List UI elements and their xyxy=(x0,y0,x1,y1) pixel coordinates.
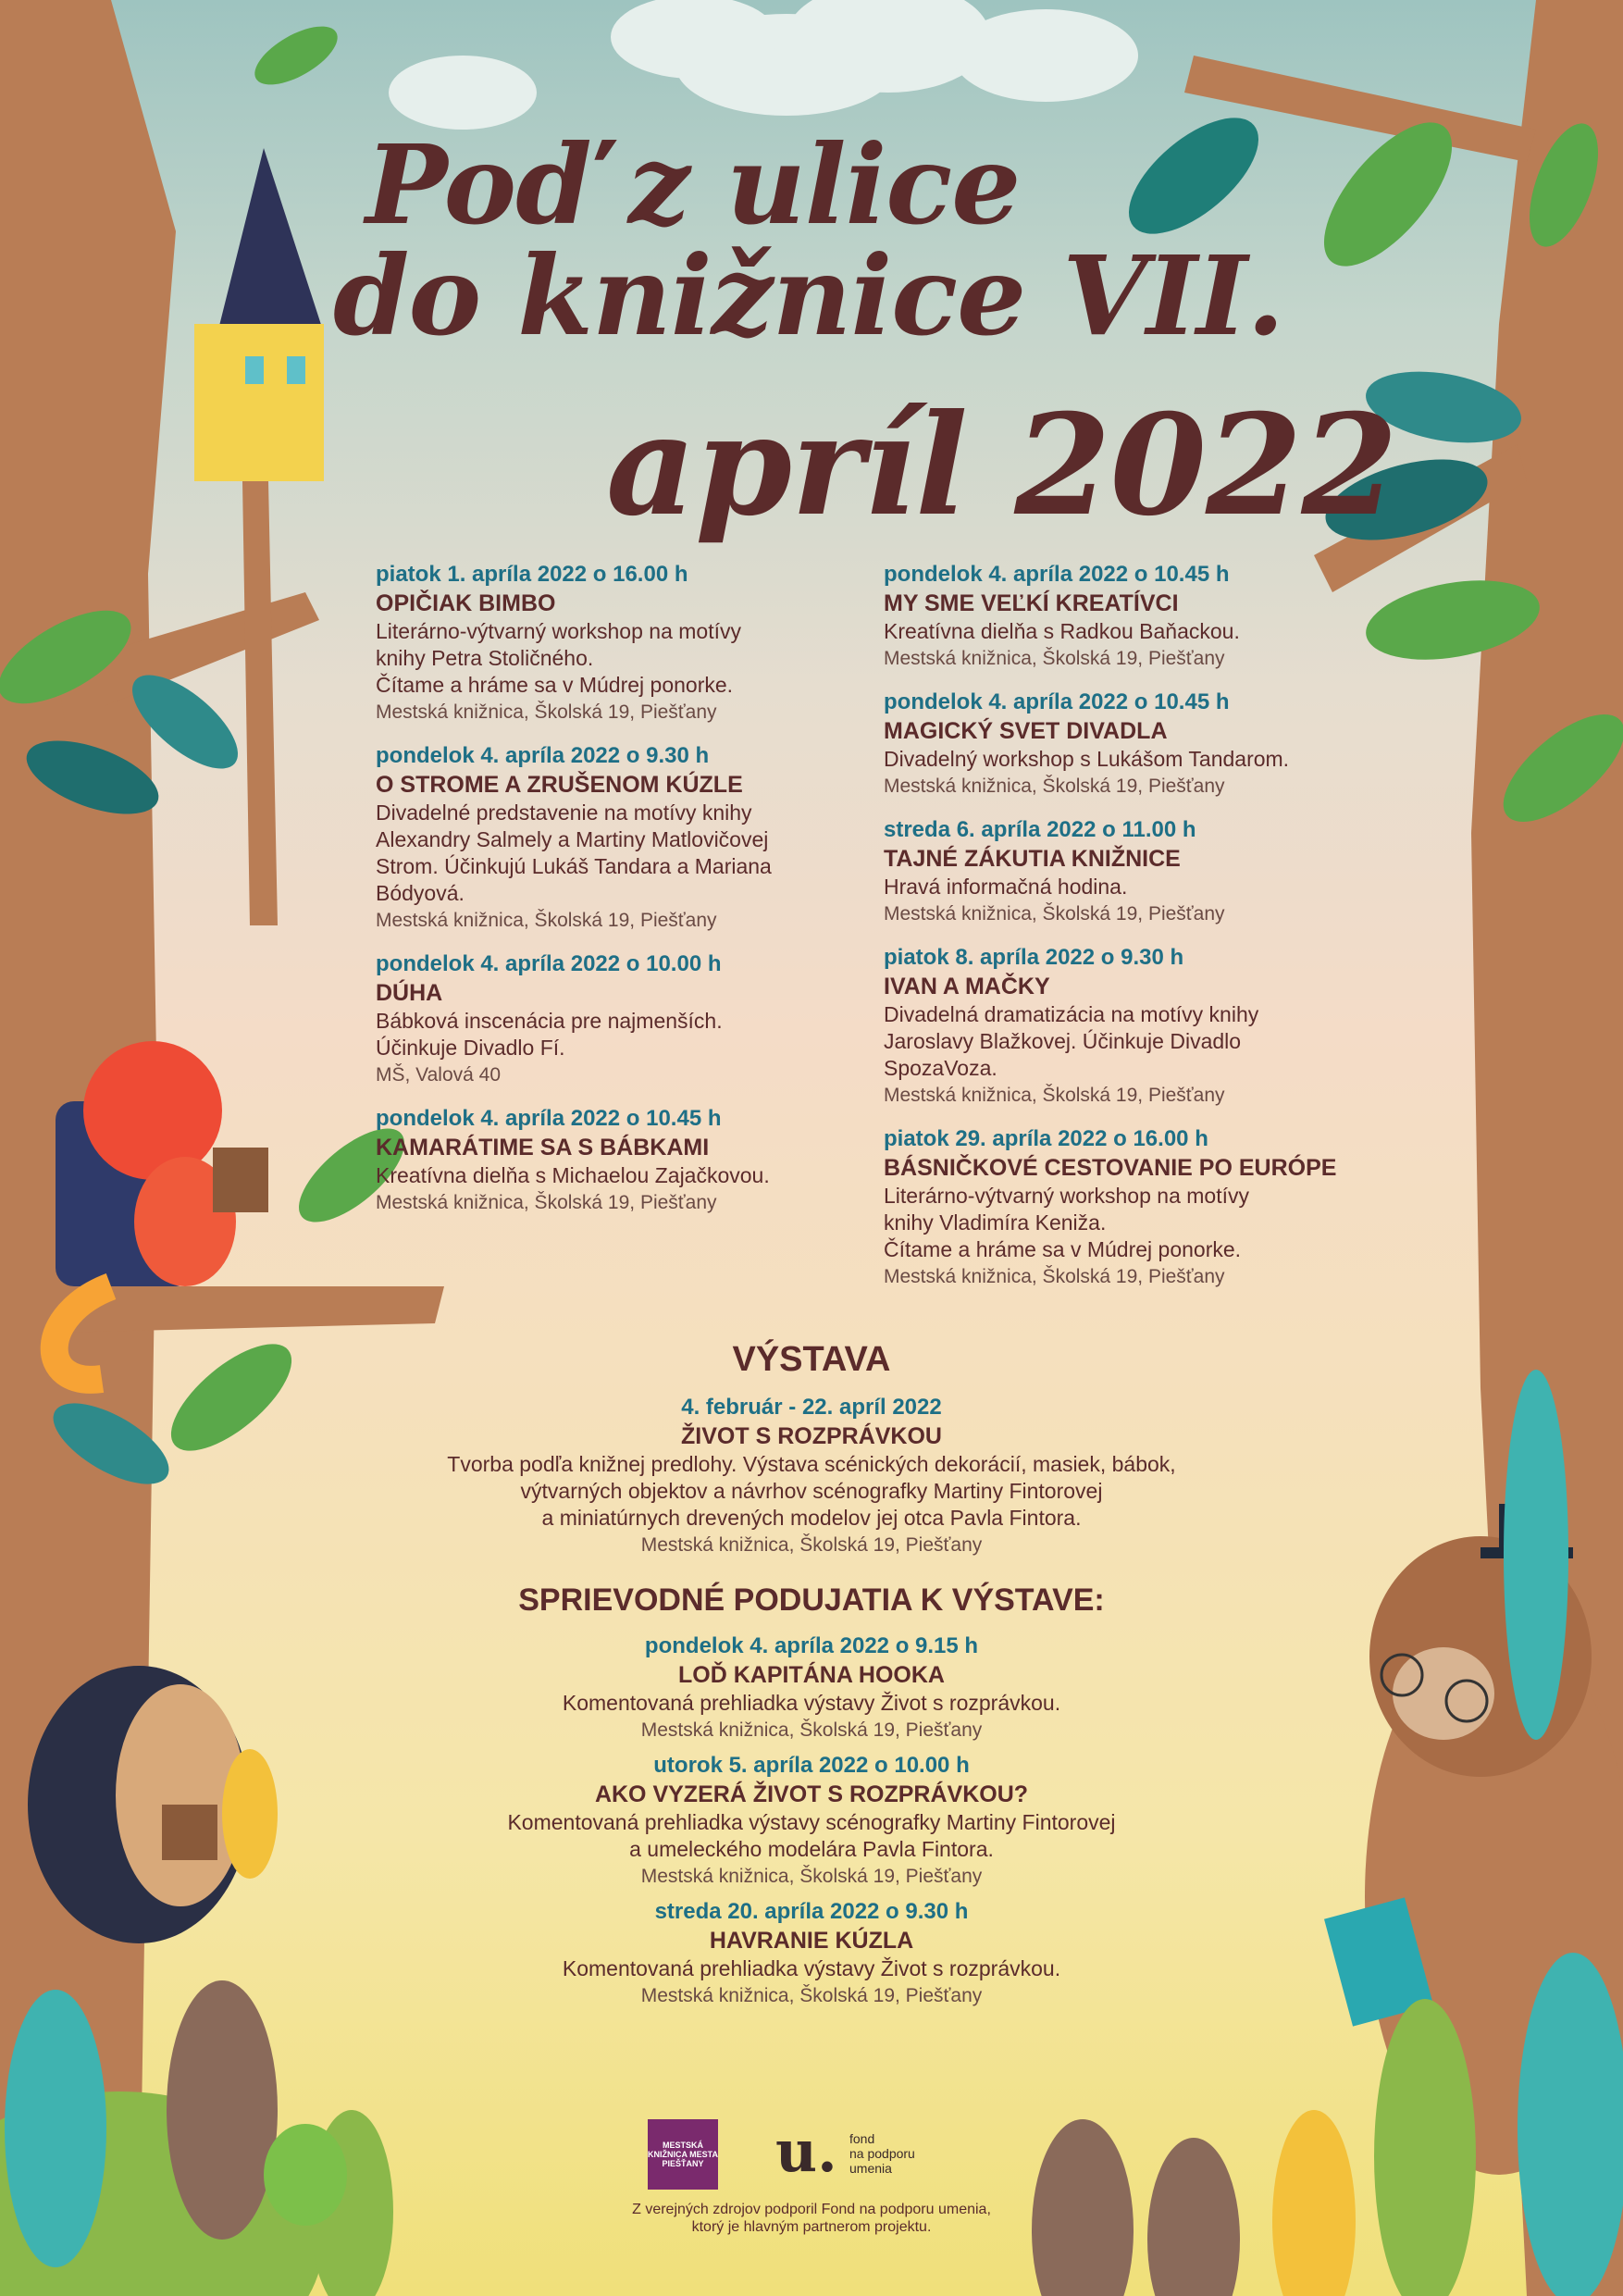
side-event-place: Mestská knižnica, Školská 19, Piešťany xyxy=(640,1719,983,1741)
event-title: IVAN A MAČKY xyxy=(884,974,1050,999)
event-title: O STROME A ZRUŠENOM KÚZLE xyxy=(376,772,743,798)
event-description-line: Strom. Účinkujú Lukáš Tandara a Mariana xyxy=(376,854,772,878)
side-event-date: utorok 5. apríla 2022 o 10.00 h xyxy=(653,1753,970,1778)
event-description-line: SpozaVoza. xyxy=(884,1056,997,1080)
library-logo: MESTSKÁ KNIŽNICA MESTA PIEŠŤANY xyxy=(648,2119,718,2190)
side-event-description-line: Komentovaná prehliadka výstavy Život s rozprávkou. xyxy=(562,1691,1061,1715)
exhibition-description-line: Tvorba podľa knižnej predlohy. Výstava scénických dekorácií, masiek, bábok, xyxy=(447,1452,1176,1476)
event-description-line: Bódyová. xyxy=(376,881,465,905)
poster-title-line-1: Poď z ulice xyxy=(365,120,1021,249)
event-description-line: Divadelné predstavenie na motívy knihy xyxy=(376,800,752,825)
poster-title-line-2: do knižnice VII. xyxy=(333,231,1284,360)
side-event-description xyxy=(349,1809,1274,1863)
event-description-line: Čítame a hráme sa v Múdrej ponorke. xyxy=(884,1237,1242,1261)
event-title: MY SME VEĽKÍ KREATÍVCI xyxy=(884,590,1179,616)
event-place: Mestská knižnica, Školská 19, Piešťany xyxy=(884,776,1225,797)
event-item xyxy=(884,688,1402,800)
event-description-line: Divadelná dramatizácia na motívy knihy xyxy=(884,1002,1259,1026)
event-title: MAGICKÝ SVET DIVADLA xyxy=(884,718,1168,744)
side-event-title: LOĎ KAPITÁNA HOOKA xyxy=(678,1662,945,1688)
birdhouse xyxy=(194,148,324,481)
event-item xyxy=(884,560,1402,672)
event-item xyxy=(376,741,857,934)
exhibition-heading: VÝSTAVA xyxy=(732,1340,891,1379)
event-place: Mestská knižnica, Školská 19, Piešťany xyxy=(884,903,1225,925)
side-event-description-line: a umeleckého modelára Pavla Fintora. xyxy=(629,1837,994,1861)
event-date: pondelok 4. apríla 2022 o 10.00 h xyxy=(376,951,722,976)
footer-note-line: ktorý je hlavným partnerom projektu. xyxy=(691,2219,932,2235)
side-event-item xyxy=(349,1751,1274,1890)
event-description-line: Hravá informačná hodina. xyxy=(884,875,1128,899)
fund-logo-text-line: na podporu xyxy=(849,2146,915,2161)
event-description xyxy=(376,618,857,699)
side-event-date: pondelok 4. apríla 2022 o 9.15 h xyxy=(644,1633,979,1658)
event-description-line: Jaroslavy Blažkovej. Účinkuje Divadlo xyxy=(884,1029,1242,1053)
exhibition-description xyxy=(349,1451,1274,1532)
exhibition-description-line: výtvarných objektov a návrhov scénografky Martiny Fintorovej xyxy=(520,1479,1103,1503)
event-description-line: Literárno-výtvarný workshop na motívy xyxy=(884,1184,1249,1208)
side-event-item xyxy=(349,1632,1274,1744)
event-title: KAMARÁTIME SA S BÁBKAMI xyxy=(376,1135,710,1160)
side-event-place: Mestská knižnica, Školská 19, Piešťany xyxy=(640,1985,983,2006)
side-event-item xyxy=(349,1897,1274,2009)
side-event-title: AKO VYZERÁ ŽIVOT S ROZPRÁVKOU? xyxy=(594,1781,1029,1807)
exhibition-date: 4. február - 22. apríl 2022 xyxy=(681,1395,942,1420)
event-description-line: knihy Petra Stoličného. xyxy=(376,646,594,670)
exhibition-description-line: a miniatúrnych drevených modelov jej otca Pavla Fintora. xyxy=(541,1506,1082,1530)
event-item xyxy=(884,1124,1402,1290)
event-place: Mestská knižnica, Školská 19, Piešťany xyxy=(884,1266,1225,1287)
event-title: OPIČIAK BIMBO xyxy=(376,590,556,616)
event-date: pondelok 4. apríla 2022 o 10.45 h xyxy=(884,562,1230,587)
fund-logo-text-line: fond xyxy=(849,2131,875,2146)
clouds xyxy=(389,0,1138,130)
event-description-line: Účinkuje Divadlo Fí. xyxy=(376,1036,565,1060)
event-description-line: Literárno-výtvarný workshop na motívy xyxy=(376,619,741,643)
event-description xyxy=(884,1001,1402,1082)
event-date: piatok 29. apríla 2022 o 16.00 h xyxy=(884,1126,1208,1151)
event-title: DÚHA xyxy=(376,980,443,1006)
event-item xyxy=(884,815,1402,927)
event-date: pondelok 4. apríla 2022 o 10.45 h xyxy=(376,1106,722,1131)
event-description xyxy=(884,1183,1402,1263)
side-event-description xyxy=(349,1690,1274,1717)
event-date: streda 6. apríla 2022 o 11.00 h xyxy=(884,817,1196,842)
fund-logo-text-line: umenia xyxy=(849,2161,892,2176)
footer-note-line: Z verejných zdrojov podporil Fond na podporu umenia, xyxy=(632,2202,991,2217)
event-description xyxy=(884,618,1402,645)
side-event-title: HAVRANIE KÚZLA xyxy=(709,1928,914,1954)
event-description-line: Kreatívna dielňa s Michaelou Zajačkovou. xyxy=(376,1163,770,1187)
event-place: MŠ, Valová 40 xyxy=(376,1064,502,1086)
event-date: piatok 8. apríla 2022 o 9.30 h xyxy=(884,945,1184,970)
fund-logo-mark: u. xyxy=(775,2117,837,2185)
event-place: Mestská knižnica, Školská 19, Piešťany xyxy=(884,648,1225,669)
event-place: Mestská knižnica, Školská 19, Piešťany xyxy=(376,1192,717,1213)
event-date: pondelok 4. apríla 2022 o 9.30 h xyxy=(376,743,710,768)
event-title: BÁSNIČKOVÉ CESTOVANIE PO EURÓPE xyxy=(884,1155,1337,1181)
footer-note xyxy=(534,2201,1089,2236)
fund-logo-text xyxy=(849,2131,915,2176)
right-event-column xyxy=(884,560,1402,1306)
event-description-line: Čítame a hráme sa v Múdrej ponorke. xyxy=(376,673,734,697)
event-item xyxy=(376,949,857,1088)
event-description-line: Alexandry Salmely a Martiny Matlovičovej xyxy=(376,827,769,851)
exhibition-place: Mestská knižnica, Školská 19, Piešťany xyxy=(640,1534,983,1556)
side-event-date: streda 20. apríla 2022 o 9.30 h xyxy=(654,1899,969,1924)
event-description xyxy=(376,800,857,907)
event-description xyxy=(884,746,1402,773)
event-description-line: Divadelný workshop s Lukášom Tandarom. xyxy=(884,747,1290,771)
event-date: pondelok 4. apríla 2022 o 10.45 h xyxy=(884,689,1230,714)
side-event-description-line: Komentovaná prehliadka výstavy scénografky Martiny Fintorovej xyxy=(507,1810,1116,1834)
event-item xyxy=(376,560,857,726)
event-place: Mestská knižnica, Školská 19, Piešťany xyxy=(376,701,717,723)
side-events-block xyxy=(349,1632,1274,2017)
event-description xyxy=(884,874,1402,900)
poster-title-month: apríl 2022 xyxy=(606,384,1397,547)
side-event-place: Mestská knižnica, Školská 19, Piešťany xyxy=(640,1866,983,1887)
event-place: Mestská knižnica, Školská 19, Piešťany xyxy=(376,910,717,931)
exhibition-block xyxy=(349,1393,1274,1558)
event-description-line: knihy Vladimíra Keniža. xyxy=(884,1210,1107,1235)
exhibition-title: ŽIVOT S ROZPRÁVKOU xyxy=(681,1423,942,1449)
side-event-description-line: Komentovaná prehliadka výstavy Život s rozprávkou. xyxy=(562,1956,1061,1980)
event-item xyxy=(376,1104,857,1216)
hedgehog-illustration xyxy=(28,1666,278,1943)
event-description xyxy=(376,1008,857,1061)
event-date: piatok 1. apríla 2022 o 16.00 h xyxy=(376,562,688,587)
event-title: TAJNÉ ZÁKUTIA KNIŽNICE xyxy=(884,846,1181,872)
event-description-line: Bábková inscenácia pre najmenších. xyxy=(376,1009,723,1033)
side-event-description xyxy=(349,1955,1274,1982)
event-description-line: Kreatívna dielňa s Radkou Baňackou. xyxy=(884,619,1240,643)
event-description xyxy=(376,1162,857,1189)
left-event-column xyxy=(376,560,857,1232)
side-events-heading: SPRIEVODNÉ PODUJATIA K VÝSTAVE: xyxy=(518,1582,1105,1618)
event-item xyxy=(884,943,1402,1109)
event-place: Mestská knižnica, Školská 19, Piešťany xyxy=(884,1085,1225,1106)
